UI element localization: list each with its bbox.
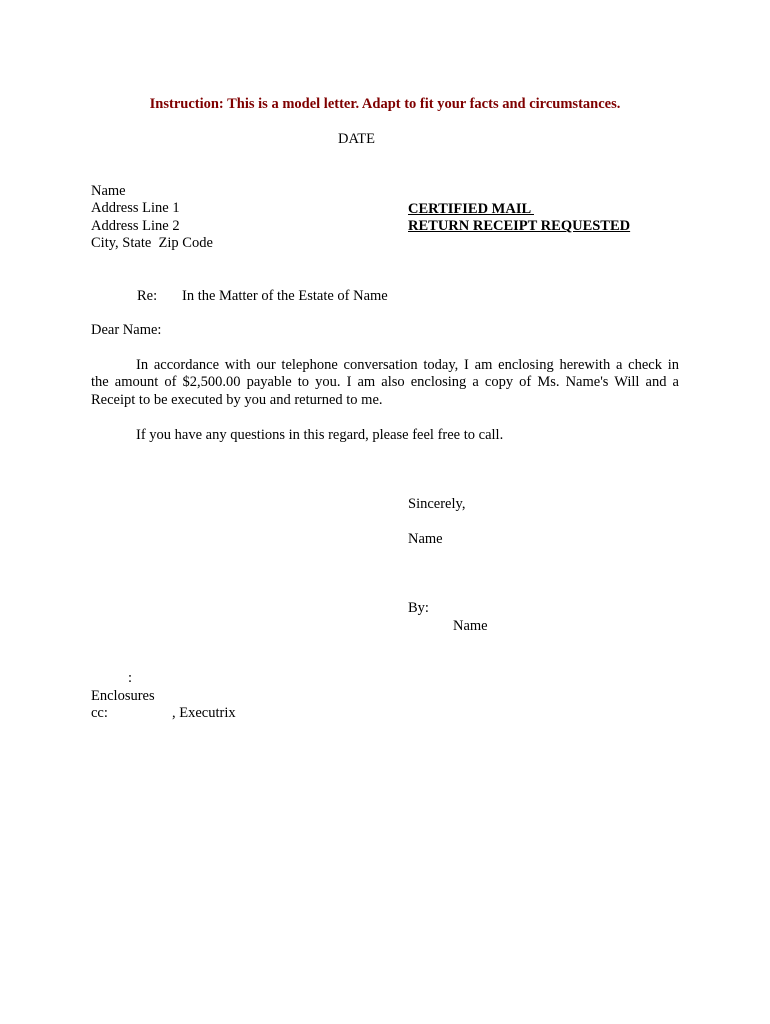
closing-sincerely: Sincerely, <box>408 496 466 512</box>
recipient-address-line-2: Address Line 2 <box>91 217 180 234</box>
enclosures-notation: Enclosures <box>91 688 155 704</box>
recipient-city-state-zip: City, State Zip Code <box>91 234 213 251</box>
signature-by-label: By: <box>408 600 429 616</box>
recipient-name: Name <box>91 183 126 199</box>
salutation: Dear Name: <box>91 322 162 338</box>
initials-colon: : <box>128 670 133 686</box>
cc-recipient: , Executrix <box>172 705 236 721</box>
certified-mail-label: CERTIFIED MAIL <box>408 201 534 217</box>
re-subject: In the Matter of the Estate of Name <box>182 288 388 304</box>
body-paragraph-1-line-2: the amount of $2,500.00 payable to you. I am also enclosing a copy of Ms. Name's Will and a <box>91 374 679 391</box>
cc-label: cc: <box>91 705 108 721</box>
body-paragraph-1 <box>91 357 679 409</box>
return-receipt-label: RETURN RECEIPT REQUESTED <box>408 218 631 235</box>
closing-firm-name: Name <box>408 531 443 547</box>
instruction-note: Instruction: This is a model letter. Adapt to fit your facts and circumstances. <box>149 96 621 112</box>
signer-name: Name <box>453 618 488 634</box>
body-paragraph-1-line-3: Receipt to be executed by you and returned to me. <box>91 391 383 408</box>
recipient-address-line-1: Address Line 1 <box>91 200 180 217</box>
recipient-address-block <box>91 183 213 252</box>
body-paragraph-2: If you have any questions in this regard, please feel free to call. <box>136 427 504 443</box>
re-label: Re: <box>137 288 158 304</box>
letter-date: DATE <box>337 131 376 147</box>
body-paragraph-1-line-1: In accordance with our telephone conversation today, I am enclosing herewith a check in <box>136 357 679 373</box>
mailing-notation <box>408 201 630 236</box>
